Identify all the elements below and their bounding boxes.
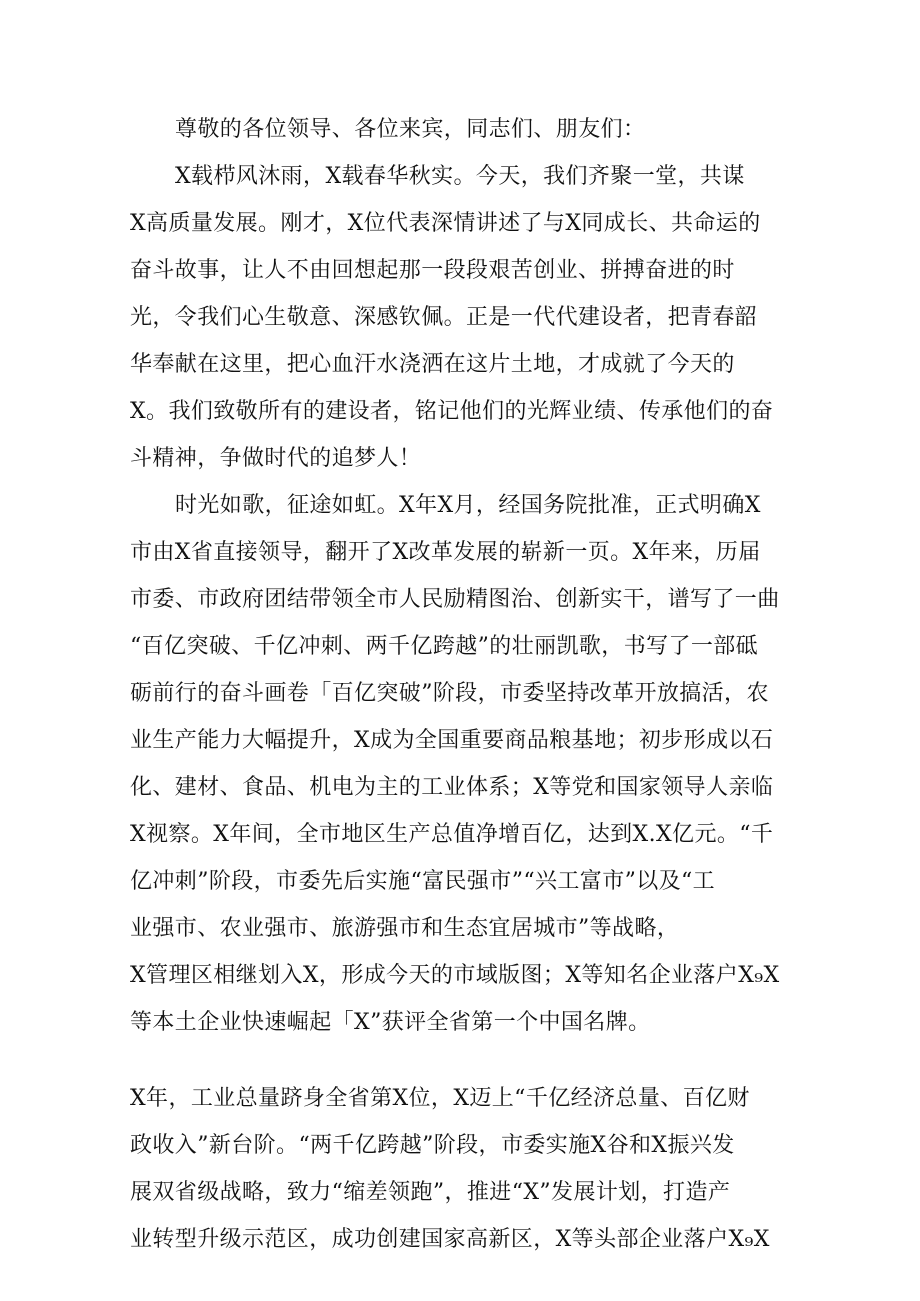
paragraph-2-line-9: 亿冲刺”阶段，市委先后实施“富民强市”“兴工富市”以及“工: [130, 869, 716, 894]
paragraph-2-line-1: 时光如歌，征途如虹。X年X月，经国务院批准，正式明确X: [175, 493, 761, 518]
paragraph-1-line-2: X高质量发展。刚才，X位代表深情讲述了与X同成长、共命运的: [130, 211, 761, 236]
paragraph-1-line-7: 斗精神，争做时代的追梦人！: [130, 446, 422, 471]
paragraph-2-line-12: 等本土企业快速崛起「X”获评全省第一个中国名牌。: [130, 1010, 651, 1035]
salutation-line: 尊敬的各位领导、各位来宾，同志们、朋友们：: [175, 117, 646, 142]
paragraph-3-line-4: 业转型升级示范区，成功创建国家高新区，X等头部企业落户X₉X: [130, 1227, 770, 1252]
paragraph-2-line-8: X视察。X年间，全市地区生产总值净增百亿，达到X.X亿元。“千: [130, 822, 774, 847]
paragraph-3-line-3: 展双省级战略，致力“缩差领跑”，推进“X”发展计划，打造产: [130, 1180, 731, 1205]
paragraph-3-line-1: X年，工业总量跻身全省第X位，X迈上“千亿经济总量、百亿财: [130, 1086, 750, 1111]
paragraph-2-line-6: 业生产能力大幅提升，X成为全国重要商品粮基地；初步形成以石: [130, 728, 774, 753]
paragraph-2-line-11: X管理区相继划入X，形成今天的市域版图；X等知名企业落户X₉X: [130, 963, 780, 988]
paragraph-1-line-5: 华奉献在这里，把心血汗水浇洒在这片土地，才成就了今天的: [130, 352, 735, 377]
paragraph-2-line-4: “百亿突破、千亿冲刺、两千亿跨越”的壮丽凯歌，书写了一部砥: [130, 634, 759, 659]
paragraph-1-line-1: X载栉风沐雨，X载春华秋实。今天，我们齐聚一堂，共谋: [175, 164, 745, 189]
paragraph-2-line-5: 砺前行的奋斗画卷「百亿突破”阶段，市委坚持改革开放搞活，农: [130, 681, 769, 706]
paragraph-2-line-10: 业强市、农业强市、旅游强市和生态宜居城市”等战略，: [130, 916, 680, 941]
paragraph-1-line-3: 奋斗故事，让人不由回想起那一段段艰苦创业、拼搏奋进的时: [130, 258, 735, 283]
paragraph-2-line-7: 化、建材、食品、机电为主的工业体系；X等党和国家领导人亲临: [130, 775, 774, 800]
paragraph-1-line-4: 光，令我们心生敬意、深感钦佩。正是一代代建设者，把青春韶: [130, 305, 758, 330]
paragraph-2-line-2: 市由X省直接领导，翻开了X改革发展的崭新一页。X年来，历届: [130, 540, 761, 565]
paragraph-3-line-2: 政收入”新台阶。“两千亿跨越”阶段，市委实施X谷和X振兴发: [130, 1133, 735, 1158]
paragraph-1-line-6: X。我们致敬所有的建设者，铭记他们的光辉业绩、传承他们的奋: [130, 399, 774, 424]
paragraph-2-line-3: 市委、市政府团结带领全市人民励精图治、创新实干，谱写了一曲: [130, 587, 780, 612]
